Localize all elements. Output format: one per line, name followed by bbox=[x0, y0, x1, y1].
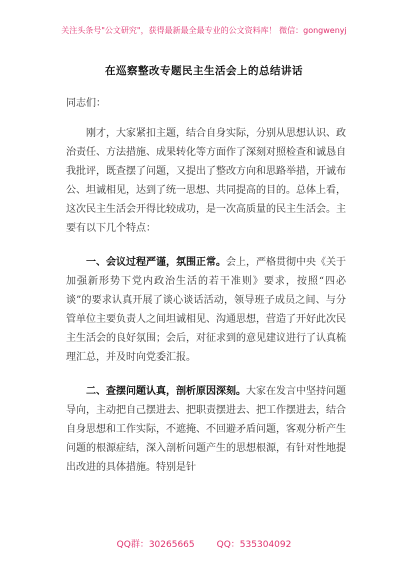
paragraph-1-text: 刚才，大家紧扣主题，结合自身实际，分别从思想认识、政治责任、方法措施、成果转化等方面作了深刻对照检查和诚恳自我批评，既查摆了问题，又提出了整改方向和思路举措，开诚布公、坦诚相见，达到了统一思想、共同提高的目的。总体上看，这次民主生活会开得比较成功，是一次高质量的民主生活会。主要有以下几个特点： bbox=[66, 128, 346, 234]
paragraph-3-heading: 二、查摆问题认真，剖析原因深刻。 bbox=[86, 386, 246, 397]
document-title: 在巡察整改专题民主生活会上的总结讲话 bbox=[105, 65, 303, 77]
document-body bbox=[66, 94, 346, 492]
paragraph-1 bbox=[66, 124, 346, 238]
salutation: 同志们： bbox=[66, 98, 106, 109]
paragraph-3 bbox=[66, 382, 346, 477]
footer-qq-group: QQ群：30265665 bbox=[116, 540, 195, 550]
paragraph-2 bbox=[66, 253, 346, 367]
header-promo-note: 关注头条号"公文研究"，获得最新最全最专业的公文资料库！ 微信：gongwenyj bbox=[61, 26, 347, 35]
footer-qq-number: QQ：535304092 bbox=[216, 540, 292, 550]
paragraph-2-text: 会上，严格贯彻中央《关于加强新形势下党内政治生活的若干准则》要求，按照“四必谈”的要求认真开展了谈心谈话活动，领导班子成员之间、与分管单位主要负责人之间坦诚相见、沟通思想，营造了开好此次民主生活会的良好氛围；会后，对征求到的意见建议进行了认真梳理汇总，并及时向党委汇报。 bbox=[66, 257, 346, 363]
paragraph-2-heading: 一、会议过程严谨，氛围正常。 bbox=[86, 257, 226, 268]
footer-contact bbox=[0, 537, 408, 550]
paragraph-3-text: 大家在发言中坚持问题导向，主动把自己摆进去、把职责摆进去、把工作摆进去，结合自身思想和工作实际，不遮掩、不回避矛盾问题，客观分析产生问题的根源症结，深入剖析问题产生的思想根源，有针对性地提出改进的具体措施。特别是针 bbox=[66, 386, 346, 473]
